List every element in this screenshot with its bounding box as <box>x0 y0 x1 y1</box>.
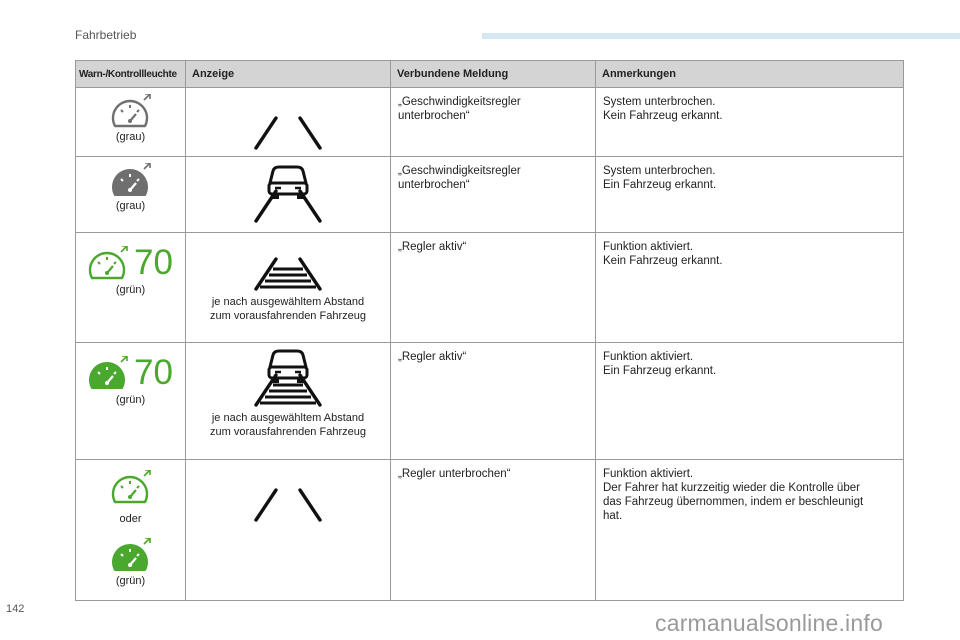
remarks-cell <box>596 343 904 460</box>
lamp-caption: (grün) <box>115 394 146 406</box>
lamp-cell <box>76 460 186 601</box>
display-note: zum vorausfahrenden Fahrzeug <box>210 310 366 322</box>
header-bar <box>482 33 960 39</box>
remark-line: hat. <box>603 510 623 522</box>
speedometer-outline-green-icon <box>111 470 151 504</box>
table-row <box>76 233 904 343</box>
table-header-row <box>76 61 904 88</box>
lamp-caption: (grau) <box>115 200 146 212</box>
lane-lines-icon <box>238 460 338 524</box>
speedometer-filled-green-icon <box>88 356 128 390</box>
display-note: zum vorausfahrenden Fahrzeug <box>210 426 366 438</box>
page-number: 142 <box>6 603 25 615</box>
display-cell <box>186 233 391 343</box>
message-line: unterbrochen“ <box>398 110 470 122</box>
warning-lamps-table <box>75 60 904 601</box>
remark-line: Ein Fahrzeug erkannt. <box>603 365 717 377</box>
display-note: je nach ausgewähltem Abstand <box>211 296 365 308</box>
table-row <box>76 88 904 157</box>
message-cell <box>391 343 596 460</box>
remark-line: Funktion aktiviert. <box>603 351 694 363</box>
lane-distance-bars-vehicle-icon <box>238 345 338 409</box>
display-cell <box>186 88 391 157</box>
remark-line: Kein Fahrzeug erkannt. <box>603 110 723 122</box>
speedometer-filled-grey-icon <box>111 163 151 197</box>
message-line: „Geschwindigkeitsregler <box>398 165 521 177</box>
remark-line: System unterbrochen. <box>603 96 716 108</box>
display-cell <box>186 343 391 460</box>
message-line: „Regler aktiv“ <box>398 241 467 253</box>
lane-lines-icon <box>238 88 338 152</box>
display-cell <box>186 157 391 233</box>
remark-line: Ein Fahrzeug erkannt. <box>603 179 717 191</box>
lane-lines-vehicle-icon <box>238 161 338 225</box>
remark-line: System unterbrochen. <box>603 165 716 177</box>
message-cell <box>391 460 596 601</box>
remark-line: Funktion aktiviert. <box>603 468 694 480</box>
lamp-cell <box>76 157 186 233</box>
message-line: „Geschwindigkeitsregler <box>398 96 521 108</box>
or-label: oder <box>119 513 142 525</box>
message-cell <box>391 233 596 343</box>
section-title: Fahrbetrieb <box>75 28 137 42</box>
remarks-cell <box>596 460 904 601</box>
lamp-caption: (grau) <box>115 131 146 143</box>
lamp-cell <box>76 233 186 343</box>
column-header-lamp: Warn-/Kontrollleuchte <box>76 61 186 88</box>
remarks-cell <box>596 88 904 157</box>
speedometer-outline-grey-icon <box>111 94 151 128</box>
remark-line: Kein Fahrzeug erkannt. <box>603 255 723 267</box>
display-cell <box>186 460 391 601</box>
message-line: „Regler aktiv“ <box>398 351 467 363</box>
remark-line: Der Fahrer hat kurzzeitig wieder die Kontrolle über <box>603 482 860 494</box>
set-speed: 70 <box>134 353 173 392</box>
lane-distance-bars-icon <box>238 229 338 293</box>
remarks-cell <box>596 157 904 233</box>
speedometer-outline-green-icon <box>88 246 128 280</box>
lamp-cell <box>76 88 186 157</box>
remark-line: das Fahrzeug übernommen, indem er beschleunigt <box>603 496 864 508</box>
column-header-display: Anzeige <box>186 61 391 88</box>
table-row <box>76 343 904 460</box>
remarks-cell <box>596 233 904 343</box>
message-line: unterbrochen“ <box>398 179 470 191</box>
column-header-remarks: Anmerkungen <box>596 61 904 88</box>
table-row <box>76 460 904 601</box>
display-note: je nach ausgewähltem Abstand <box>211 412 365 424</box>
message-line: „Regler unterbrochen“ <box>398 468 511 480</box>
watermark: carmanualsonline.info <box>655 610 883 636</box>
lamp-caption: (grün) <box>115 575 146 587</box>
lamp-caption: (grün) <box>115 284 146 296</box>
remark-line: Funktion aktiviert. <box>603 241 694 253</box>
lamp-cell <box>76 343 186 460</box>
speedometer-filled-green-icon <box>111 538 151 572</box>
message-cell <box>391 157 596 233</box>
table-row <box>76 157 904 233</box>
message-cell <box>391 88 596 157</box>
set-speed: 70 <box>134 243 173 282</box>
column-header-message: Verbundene Meldung <box>391 61 596 88</box>
